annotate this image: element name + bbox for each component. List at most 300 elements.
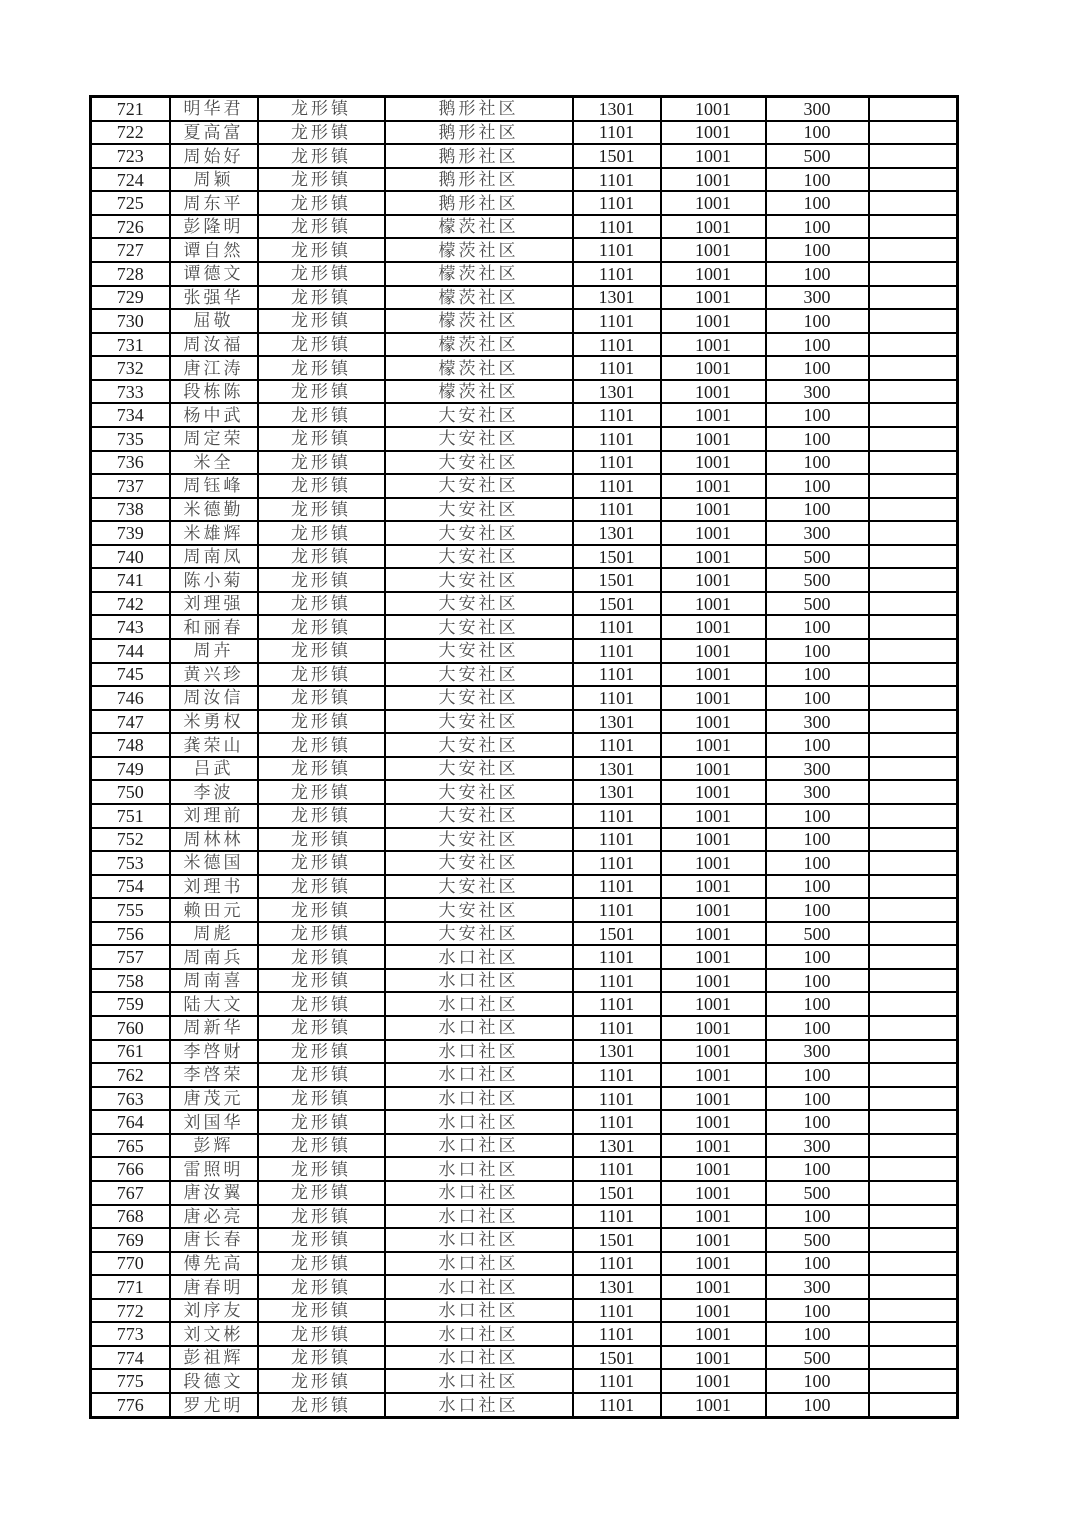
cell-value-3: 500 [766, 1346, 869, 1370]
cell-value-2: 1001 [661, 1346, 766, 1370]
cell-value-2: 1001 [661, 780, 766, 804]
cell-town: 龙形镇 [258, 945, 385, 969]
cell-serial: 724 [91, 168, 170, 192]
cell-value-1: 1501 [573, 1181, 661, 1205]
cell-name: 吕武 [170, 757, 258, 781]
cell-town: 龙形镇 [258, 262, 385, 286]
cell-value-3: 100 [766, 333, 869, 357]
cell-serial: 749 [91, 757, 170, 781]
cell-name: 龚荣山 [170, 733, 258, 757]
cell-value-1: 1101 [573, 828, 661, 852]
cell-value-2: 1001 [661, 356, 766, 380]
cell-community: 大安社区 [385, 851, 573, 875]
cell-value-1: 1101 [573, 1063, 661, 1087]
cell-value-3: 100 [766, 451, 869, 475]
cell-name: 谭自然 [170, 238, 258, 262]
cell-blank [869, 356, 958, 380]
cell-value-3: 300 [766, 1134, 869, 1158]
cell-value-1: 1101 [573, 1157, 661, 1181]
cell-name: 黄兴珍 [170, 663, 258, 687]
cell-value-2: 1001 [661, 427, 766, 451]
cell-community: 水口社区 [385, 1369, 573, 1393]
cell-serial: 740 [91, 545, 170, 569]
cell-town: 龙形镇 [258, 474, 385, 498]
cell-community: 鹅形社区 [385, 191, 573, 215]
cell-serial: 762 [91, 1063, 170, 1087]
table-row [91, 851, 958, 875]
cell-value-3: 100 [766, 804, 869, 828]
cell-value-3: 100 [766, 969, 869, 993]
cell-value-1: 1501 [573, 592, 661, 616]
cell-value-1: 1101 [573, 1322, 661, 1346]
cell-blank [869, 1134, 958, 1158]
cell-value-1: 1501 [573, 545, 661, 569]
cell-blank [869, 191, 958, 215]
cell-value-1: 1101 [573, 1252, 661, 1276]
cell-name: 周新华 [170, 1016, 258, 1040]
cell-serial: 726 [91, 215, 170, 239]
cell-value-3: 100 [766, 686, 869, 710]
cell-serial: 727 [91, 238, 170, 262]
cell-value-1: 1101 [573, 969, 661, 993]
cell-blank [869, 1322, 958, 1346]
cell-serial: 753 [91, 851, 170, 875]
cell-serial: 745 [91, 663, 170, 687]
cell-value-2: 1001 [661, 1157, 766, 1181]
cell-serial: 760 [91, 1016, 170, 1040]
cell-town: 龙形镇 [258, 545, 385, 569]
cell-value-1: 1101 [573, 945, 661, 969]
cell-community: 水口社区 [385, 992, 573, 1016]
cell-blank [869, 474, 958, 498]
cell-value-3: 100 [766, 945, 869, 969]
cell-value-2: 1001 [661, 592, 766, 616]
cell-blank [869, 757, 958, 781]
cell-blank [869, 1252, 958, 1276]
cell-value-3: 100 [766, 663, 869, 687]
cell-serial: 731 [91, 333, 170, 357]
cell-value-2: 1001 [661, 1322, 766, 1346]
cell-value-2: 1001 [661, 191, 766, 215]
cell-value-2: 1001 [661, 1134, 766, 1158]
cell-community: 大安社区 [385, 474, 573, 498]
cell-serial: 772 [91, 1299, 170, 1323]
cell-blank [869, 545, 958, 569]
cell-town: 龙形镇 [258, 615, 385, 639]
cell-value-2: 1001 [661, 121, 766, 145]
cell-serial: 756 [91, 922, 170, 946]
cell-blank [869, 1040, 958, 1064]
cell-community: 水口社区 [385, 1157, 573, 1181]
cell-value-3: 300 [766, 521, 869, 545]
cell-blank [869, 710, 958, 734]
cell-community: 水口社区 [385, 1228, 573, 1252]
cell-name: 陈小菊 [170, 568, 258, 592]
table-row [91, 168, 958, 192]
cell-blank [869, 804, 958, 828]
table-row [91, 1110, 958, 1134]
cell-name: 傅先高 [170, 1252, 258, 1276]
cell-town: 龙形镇 [258, 757, 385, 781]
cell-community: 檬茨社区 [385, 380, 573, 404]
cell-serial: 770 [91, 1252, 170, 1276]
cell-blank [869, 639, 958, 663]
cell-serial: 732 [91, 356, 170, 380]
cell-town: 龙形镇 [258, 215, 385, 239]
cell-serial: 761 [91, 1040, 170, 1064]
cell-value-3: 100 [766, 828, 869, 852]
cell-value-1: 1101 [573, 403, 661, 427]
cell-serial: 744 [91, 639, 170, 663]
cell-value-2: 1001 [661, 922, 766, 946]
cell-serial: 755 [91, 898, 170, 922]
cell-blank [869, 451, 958, 475]
cell-town: 龙形镇 [258, 451, 385, 475]
cell-name: 米勇权 [170, 710, 258, 734]
table-row [91, 1134, 958, 1158]
cell-value-1: 1301 [573, 1275, 661, 1299]
cell-blank [869, 568, 958, 592]
cell-community: 水口社区 [385, 1205, 573, 1229]
table-row [91, 733, 958, 757]
cell-value-3: 500 [766, 144, 869, 168]
cell-community: 大安社区 [385, 427, 573, 451]
cell-community: 水口社区 [385, 1299, 573, 1323]
roster-body [91, 97, 958, 1418]
cell-town: 龙形镇 [258, 969, 385, 993]
cell-town: 龙形镇 [258, 922, 385, 946]
cell-community: 水口社区 [385, 1252, 573, 1276]
cell-value-1: 1301 [573, 1040, 661, 1064]
cell-value-1: 1501 [573, 1346, 661, 1370]
table-row [91, 121, 958, 145]
cell-blank [869, 262, 958, 286]
cell-town: 龙形镇 [258, 238, 385, 262]
cell-community: 水口社区 [385, 969, 573, 993]
cell-name: 刘理强 [170, 592, 258, 616]
table-row [91, 922, 958, 946]
cell-serial: 736 [91, 451, 170, 475]
cell-town: 龙形镇 [258, 333, 385, 357]
cell-town: 龙形镇 [258, 1393, 385, 1417]
cell-value-2: 1001 [661, 545, 766, 569]
cell-value-2: 1001 [661, 403, 766, 427]
cell-blank [869, 1346, 958, 1370]
cell-community: 檬茨社区 [385, 356, 573, 380]
cell-blank [869, 898, 958, 922]
cell-name: 和丽春 [170, 615, 258, 639]
cell-town: 龙形镇 [258, 639, 385, 663]
cell-value-1: 1101 [573, 309, 661, 333]
cell-town: 龙形镇 [258, 1252, 385, 1276]
cell-serial: 729 [91, 286, 170, 310]
cell-value-1: 1101 [573, 238, 661, 262]
cell-value-2: 1001 [661, 875, 766, 899]
cell-name: 段德文 [170, 1369, 258, 1393]
table-row [91, 639, 958, 663]
table-row [91, 592, 958, 616]
cell-serial: 752 [91, 828, 170, 852]
cell-value-2: 1001 [661, 992, 766, 1016]
cell-blank [869, 1110, 958, 1134]
cell-community: 檬茨社区 [385, 309, 573, 333]
cell-community: 大安社区 [385, 521, 573, 545]
cell-value-2: 1001 [661, 828, 766, 852]
cell-blank [869, 1087, 958, 1111]
cell-name: 彭隆明 [170, 215, 258, 239]
cell-value-3: 100 [766, 992, 869, 1016]
cell-town: 龙形镇 [258, 1157, 385, 1181]
cell-community: 大安社区 [385, 498, 573, 522]
cell-blank [869, 1299, 958, 1323]
cell-town: 龙形镇 [258, 898, 385, 922]
cell-value-2: 1001 [661, 1228, 766, 1252]
cell-name: 米雄辉 [170, 521, 258, 545]
cell-value-2: 1001 [661, 945, 766, 969]
cell-town: 龙形镇 [258, 851, 385, 875]
cell-value-3: 100 [766, 427, 869, 451]
cell-name: 周南兵 [170, 945, 258, 969]
cell-town: 龙形镇 [258, 427, 385, 451]
cell-serial: 737 [91, 474, 170, 498]
cell-community: 鹅形社区 [385, 121, 573, 145]
cell-blank [869, 427, 958, 451]
cell-value-1: 1101 [573, 639, 661, 663]
cell-value-1: 1101 [573, 1299, 661, 1323]
cell-value-1: 1101 [573, 191, 661, 215]
cell-community: 大安社区 [385, 451, 573, 475]
cell-value-2: 1001 [661, 969, 766, 993]
cell-community: 水口社区 [385, 1063, 573, 1087]
cell-blank [869, 97, 958, 121]
cell-town: 龙形镇 [258, 1275, 385, 1299]
cell-value-2: 1001 [661, 498, 766, 522]
table-row [91, 191, 958, 215]
cell-blank [869, 663, 958, 687]
cell-town: 龙形镇 [258, 875, 385, 899]
cell-value-1: 1101 [573, 356, 661, 380]
cell-community: 水口社区 [385, 1181, 573, 1205]
table-row [91, 427, 958, 451]
cell-value-1: 1101 [573, 427, 661, 451]
cell-value-3: 100 [766, 168, 869, 192]
cell-serial: 728 [91, 262, 170, 286]
cell-name: 陆大文 [170, 992, 258, 1016]
cell-value-3: 100 [766, 403, 869, 427]
cell-name: 彭辉 [170, 1134, 258, 1158]
table-row [91, 144, 958, 168]
cell-value-2: 1001 [661, 1275, 766, 1299]
cell-serial: 767 [91, 1181, 170, 1205]
table-row [91, 1299, 958, 1323]
cell-town: 龙形镇 [258, 309, 385, 333]
cell-value-2: 1001 [661, 215, 766, 239]
cell-town: 龙形镇 [258, 1063, 385, 1087]
cell-name: 杨中武 [170, 403, 258, 427]
cell-name: 彭祖辉 [170, 1346, 258, 1370]
cell-value-3: 100 [766, 875, 869, 899]
cell-value-2: 1001 [661, 1063, 766, 1087]
cell-value-1: 1101 [573, 333, 661, 357]
cell-name: 李啓荣 [170, 1063, 258, 1087]
cell-value-3: 100 [766, 309, 869, 333]
cell-name: 周林林 [170, 828, 258, 852]
cell-name: 唐春明 [170, 1275, 258, 1299]
cell-serial: 771 [91, 1275, 170, 1299]
table-row [91, 969, 958, 993]
cell-name: 周定荣 [170, 427, 258, 451]
cell-value-1: 1101 [573, 451, 661, 475]
table-row [91, 262, 958, 286]
cell-serial: 766 [91, 1157, 170, 1181]
table-row [91, 1393, 958, 1417]
cell-value-2: 1001 [661, 1369, 766, 1393]
cell-name: 周钰峰 [170, 474, 258, 498]
cell-value-1: 1301 [573, 1134, 661, 1158]
cell-town: 龙形镇 [258, 710, 385, 734]
cell-name: 周卉 [170, 639, 258, 663]
cell-value-3: 100 [766, 733, 869, 757]
cell-community: 大安社区 [385, 898, 573, 922]
cell-value-1: 1101 [573, 1087, 661, 1111]
cell-value-3: 100 [766, 498, 869, 522]
table-row [91, 286, 958, 310]
cell-value-2: 1001 [661, 474, 766, 498]
cell-blank [869, 780, 958, 804]
cell-value-1: 1101 [573, 804, 661, 828]
table-row [91, 380, 958, 404]
cell-name: 唐汝翼 [170, 1181, 258, 1205]
cell-serial: 741 [91, 568, 170, 592]
table-row [91, 333, 958, 357]
cell-town: 龙形镇 [258, 568, 385, 592]
table-row [91, 1157, 958, 1181]
cell-value-3: 100 [766, 262, 869, 286]
cell-value-1: 1101 [573, 898, 661, 922]
cell-value-2: 1001 [661, 1040, 766, 1064]
table-row [91, 356, 958, 380]
table-row [91, 898, 958, 922]
cell-name: 周彪 [170, 922, 258, 946]
cell-town: 龙形镇 [258, 521, 385, 545]
cell-value-3: 100 [766, 615, 869, 639]
cell-community: 大安社区 [385, 804, 573, 828]
cell-serial: 750 [91, 780, 170, 804]
cell-town: 龙形镇 [258, 380, 385, 404]
cell-serial: 773 [91, 1322, 170, 1346]
cell-value-2: 1001 [661, 710, 766, 734]
cell-serial: 746 [91, 686, 170, 710]
cell-blank [869, 1275, 958, 1299]
cell-community: 大安社区 [385, 592, 573, 616]
cell-serial: 765 [91, 1134, 170, 1158]
cell-value-3: 100 [766, 639, 869, 663]
cell-name: 明华君 [170, 97, 258, 121]
cell-name: 段栋陈 [170, 380, 258, 404]
cell-serial: 738 [91, 498, 170, 522]
cell-value-3: 100 [766, 1110, 869, 1134]
cell-town: 龙形镇 [258, 1134, 385, 1158]
cell-name: 唐江涛 [170, 356, 258, 380]
cell-serial: 722 [91, 121, 170, 145]
cell-blank [869, 828, 958, 852]
cell-value-2: 1001 [661, 144, 766, 168]
cell-value-3: 300 [766, 1040, 869, 1064]
cell-town: 龙形镇 [258, 1110, 385, 1134]
cell-value-3: 100 [766, 1322, 869, 1346]
cell-town: 龙形镇 [258, 1346, 385, 1370]
cell-value-1: 1101 [573, 1205, 661, 1229]
cell-blank [869, 521, 958, 545]
table-row [91, 545, 958, 569]
cell-community: 大安社区 [385, 639, 573, 663]
cell-value-2: 1001 [661, 568, 766, 592]
cell-community: 鹅形社区 [385, 168, 573, 192]
cell-value-1: 1301 [573, 380, 661, 404]
cell-value-1: 1101 [573, 851, 661, 875]
table-row [91, 1181, 958, 1205]
cell-value-3: 500 [766, 1228, 869, 1252]
cell-town: 龙形镇 [258, 1322, 385, 1346]
cell-blank [869, 121, 958, 145]
cell-serial: 735 [91, 427, 170, 451]
cell-blank [869, 309, 958, 333]
cell-serial: 723 [91, 144, 170, 168]
cell-value-2: 1001 [661, 757, 766, 781]
cell-value-3: 300 [766, 380, 869, 404]
cell-name: 刘文彬 [170, 1322, 258, 1346]
table-row [91, 828, 958, 852]
cell-value-2: 1001 [661, 97, 766, 121]
cell-value-2: 1001 [661, 1016, 766, 1040]
cell-blank [869, 380, 958, 404]
cell-community: 大安社区 [385, 568, 573, 592]
cell-community: 檬茨社区 [385, 238, 573, 262]
cell-serial: 733 [91, 380, 170, 404]
cell-value-2: 1001 [661, 238, 766, 262]
table-row [91, 1016, 958, 1040]
roster-table [89, 95, 959, 1419]
cell-value-3: 100 [766, 356, 869, 380]
cell-value-3: 100 [766, 1393, 869, 1417]
cell-blank [869, 286, 958, 310]
cell-serial: 776 [91, 1393, 170, 1417]
cell-value-3: 300 [766, 780, 869, 804]
cell-value-3: 100 [766, 474, 869, 498]
table-row [91, 804, 958, 828]
cell-blank [869, 498, 958, 522]
table-row [91, 521, 958, 545]
cell-value-3: 500 [766, 592, 869, 616]
cell-serial: 742 [91, 592, 170, 616]
cell-serial: 748 [91, 733, 170, 757]
cell-value-1: 1101 [573, 733, 661, 757]
cell-blank [869, 1393, 958, 1417]
cell-community: 水口社区 [385, 1016, 573, 1040]
table-row [91, 403, 958, 427]
table-row [91, 875, 958, 899]
cell-value-3: 100 [766, 121, 869, 145]
cell-town: 龙形镇 [258, 992, 385, 1016]
cell-value-3: 100 [766, 191, 869, 215]
cell-community: 水口社区 [385, 1393, 573, 1417]
table-row [91, 215, 958, 239]
table-row [91, 1369, 958, 1393]
cell-value-2: 1001 [661, 639, 766, 663]
cell-name: 周东平 [170, 191, 258, 215]
cell-town: 龙形镇 [258, 1369, 385, 1393]
cell-blank [869, 215, 958, 239]
